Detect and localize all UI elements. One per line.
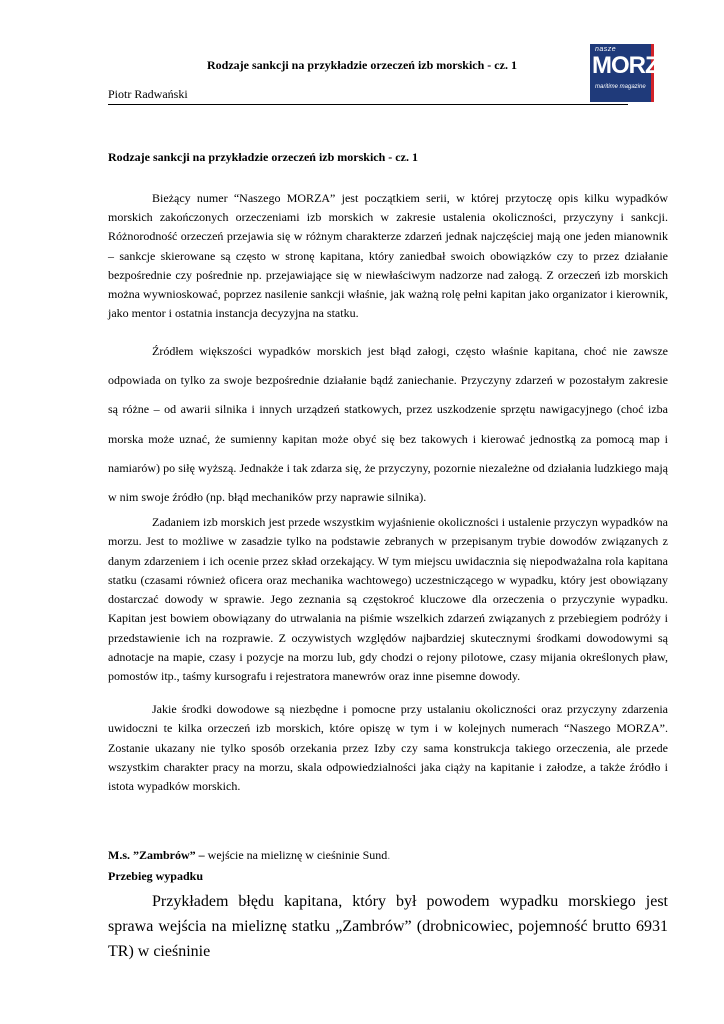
paragraph-3: Zadaniem izb morskich jest przede wszystkim wyjaśnienie okoliczności i ustalenie przyczyn wypadków na morzu. Jest to możliwe w zasadzie tylko na podstawie zebranych w przepisanym trybie dowodów związanych z danym zdarzeniem i ich ocenie przez skład orzekający. W tym miejscu uwidacznia się niepodważalna rola kapitana statku (czasami również oficera oraz mechanika wachtowego) uczestniczącego w wypadku, który jest obowiązany dostarczać dowody w sprawie. Jego zeznania są częstokroć kluczowe dla orzeczenia o przyczynie wypadku. Kapitan jest bowiem obowiązany do utrwalania na piśmie wszelkich zdarzeń związanych z przebiegiem podróży i przedstawienie ich na rozprawie. Z oczywistych względów najbardziej skutecznymi środkami dowodowymi są adnotacje na mapie, czasy i pozycje na morzu lub, gdy chodzi o rejony pilotowe, czasy mijania określonych pław, pomostów itp., taśmy kursografu i rejestratora manewrów oraz inne pisemne dowody. xyxy=(108,515,668,684)
header-divider xyxy=(108,104,628,105)
paragraph-1: Bieżący numer “Naszego MORZA” jest początkiem serii, w której przytoczę opis kilku wypadków morskich zakończonych orzeczeniami izb morskich w zakresie ustalenia okoliczności, przyczyny i sankcji. Różnorodność orzeczeń przejawia się w różnym charakterze zdarzeń jednak najczęściej mają one jeden mianownik – sankcje skierowane są często w stronę kapitana, który zaniedbał swoich obowiązków czy to przez działanie bezpośrednie czy pośrednie np. przejawiające się w niewłaściwym nadzorze nad załogą. Z orzeczeń izb morskich można wywnioskować, poprzez nasilenie sankcji właśnie, jak ważną rolę pełni kapitan jako organizator i kierownik, jako mentor i ostatnia instancja decyzyjna na statku. xyxy=(108,191,668,321)
paragraph-4: Jakie środki dowodowe są niezbędne i pomocne przy ustalaniu okoliczności oraz przyczyny zdarzenia uwidoczni te kilka orzeczeń izb morskich, które opiszę w tym i w kolejnych numerach “Naszego MORZA”. Zostanie ukazany nie tylko sposób orzekania przez Izby czy sama konstrukcja takiego orzeczenia, ale przede wszystkim charakter pracy na morzu, skala odpowiedzialności jaka ciąży na kapitanie i załodze, a także źródło i istota wypadków morskich. xyxy=(108,702,668,794)
logo-main-text: MORZE xyxy=(592,52,674,79)
case-title-description: wejście na mieliznę w cieśninie Sund xyxy=(204,848,388,862)
paragraph-2: Źródłem większości wypadków morskich jest błąd załogi, często właśnie kapitana, choć nie zawsze odpowiada on tylko za swoje bezpośrednie działanie bądź zaniechanie. Przyczyny zdarzeń w pozostałym zakresie są różne – od awarii silnika i innych urządzeń statkowych, przez uszkodzenie sprzętu nawigacyjnego (choć izba morska może uznać, że sumienny kapitan może obyć się bez takowych i kierować jednostką za pomocą map i namiarów) po siłę wyższą. Jednakże i tak zdarza się, że przyczyny, pozornie niezależne od działania ludzkiego mają w nim swoje źródło (np. błąd mechaników przy naprawie silnika). xyxy=(108,344,668,505)
case-title-end: . xyxy=(387,848,391,862)
running-header-title: Rodzaje sankcji na przykładzie orzeczeń izb morskich - cz. 1 xyxy=(207,58,517,72)
nasze-morze-logo xyxy=(590,44,674,102)
logo-sub-text: maritime magazine xyxy=(595,84,646,90)
case-title xyxy=(108,848,390,863)
case-title-ship: M.s. ”Zambrów” – xyxy=(108,848,205,862)
section-heading: Przebieg wypadku xyxy=(108,869,204,883)
logo-top-text: nasze xyxy=(595,46,617,53)
paragraph-case-intro: Przykładem błędu kapitana, który był powodem wypadku morskiego jest sprawa wejścia na mieliznę statku „Zambrów” (drobnicowiec, pojemność brutto 6931 TR) w cieśninie xyxy=(108,893,668,960)
author-name: Piotr Radwański xyxy=(108,87,188,101)
article-title: Rodzaje sankcji na przykładzie orzeczeń izb morskich - cz. 1 xyxy=(108,150,418,164)
